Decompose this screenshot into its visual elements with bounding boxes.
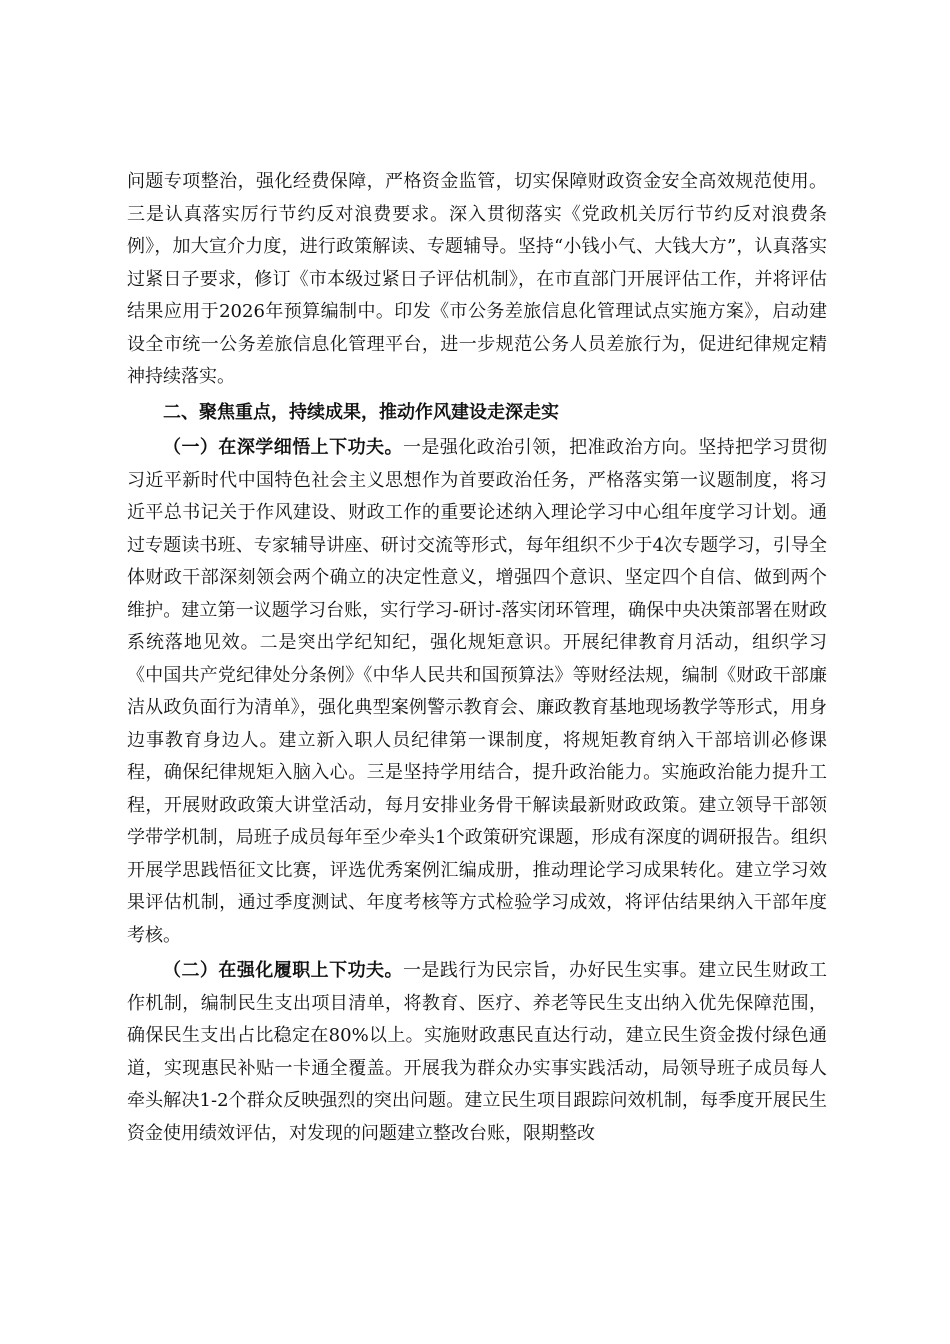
subsection-1-title: （一）在深学细悟上下功夫。 [163, 437, 403, 458]
document-body [127, 166, 827, 1150]
section-heading: 二、聚焦重点，持续成果，推动作风建设走深走实 [163, 401, 559, 423]
subsection-1 [127, 432, 827, 952]
subsection-1-body: 一是强化政治引领，把准政治方向。坚持把学习贯彻习近平新时代中国特色社会主义思想作为首要政治任务，严格落实第一议题制度，将习近平总书记关于作风建设、财政工作的重要论述纳入理论学习中心组年度学习计划。通过专题读书班、专家辅导讲座、研讨交流等形式，每年组织不少于4次专题学习，引导全体财政干部深刻领会两个确立的决定性意义，增强四个意识、坚定四个自信、做到两个维护。建立第一议题学习台账，实行学习-研讨-落实闭环管理，确保中央决策部署在财政系统落地见效。二是突出学纪知纪，强化规矩意识。开展纪律教育月活动，组织学习《中国共产党纪律处分条例》《中华人民共和国预算法》等财经法规，编制《财政干部廉洁从政负面行为清单》，强化典型案例警示教育会、廉政教育基地现场教学等形式，用身边事教育身边人。建立新入职人员纪律第一课制度，将规矩教育纳入干部培训必修课程，确保纪律规矩入脑入心。三是坚持学用结合，提升政治能力。实施政治能力提升工程，开展财政政策大讲堂活动，每月安排业务骨干解读最新财政政策。建立领导干部领学带学机制，局班子成员每年至少牵头1个政策研究课题，形成有深度的调研报告。组织开展学思践悟征文比赛，评选优秀案例汇编成册，推动理论学习成果转化。建立学习效果评估机制，通过季度测试、年度考核等方式检验学习成效，将评估结果纳入干部年度考核。 [127, 437, 828, 946]
subsection-2-body: 一是践行为民宗旨，办好民生实事。建立民生财政工作机制，编制民生支出项目清单，将教育、医疗、养老等民生支出纳入优先保障范围，确保民生支出占比稳定在80%以上。实施财政惠民直达行动，建立民生资金拨付绿色通道，实现惠民补贴一卡通全覆盖。开展我为群众办实事实践活动，局领导班子成员每人牵头解决1-2个群众反映强烈的突出问题。建立民生项目跟踪问效机制，每季度开展民生资金使用绩效评估，对发现的问题建立整改台账，限期整改 [127, 960, 828, 1144]
paragraph-continuation: 问题专项整治，强化经费保障，严格资金监管，切实保障财政资金安全高效规范使用。三是认真落实厉行节约反对浪费要求。深入贯彻落实《党政机关厉行节约反对浪费条例》，加大宣介力度，进行政策解读、专题辅导。坚持“小钱小气、大钱大方”，认真落实过紧日子要求，修订《市本级过紧日子评估机制》，在市直部门开展评估工作，并将评估结果应用于2026年预算编制中。印发《市公务差旅信息化管理试点实施方案》，启动建设全市统一公务差旅信息化管理平台，进一步规范公务人员差旅行为，促进纪律规定精神持续落实。 [127, 171, 827, 387]
subsection-2-title: （二）在强化履职上下功夫。 [163, 960, 403, 981]
subsection-2 [127, 955, 827, 1150]
